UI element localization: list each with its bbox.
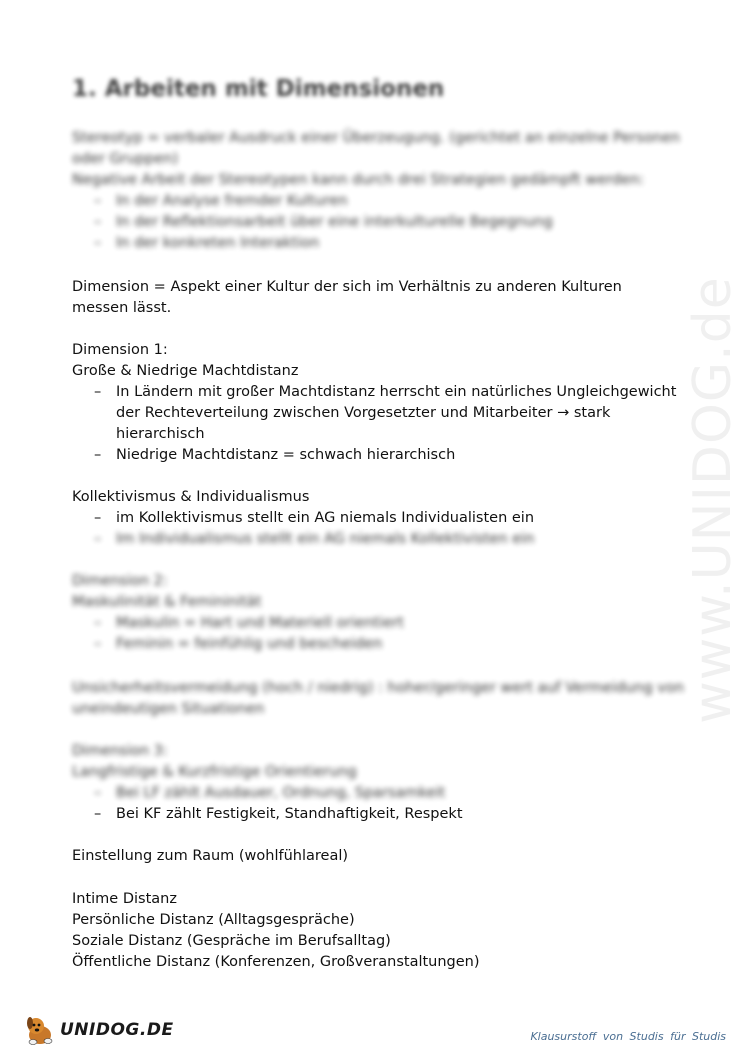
dimension3-section <box>72 741 682 825</box>
logo-text: UNIDOG.DE <box>60 1020 174 1040</box>
dimension1-heading: Dimension 1: <box>72 342 168 358</box>
dimension2-bullet: – Maskulin = Hart und Materiell orientiert <box>94 615 404 631</box>
unsicherheit-section <box>72 678 682 720</box>
footer-text: Klausurstoff von Studis für Studis <box>530 1030 726 1043</box>
dimension3-subheading: Langfristige & Kurzfristige Orientierung <box>72 764 357 780</box>
raum-item: Persönliche Distanz (Alltagsgespräche) <box>72 912 355 928</box>
definition-text: Dimension = Aspekt einer Kultur der sich im Verhältnis zu anderen Kulturen messen lässt. <box>72 279 622 316</box>
raum-item: Intime Distanz <box>72 891 177 907</box>
intro-bullet: – In der Analyse fremder Kulturen <box>94 193 348 209</box>
dimension2-bullet: – Feminin = feinfühlig und bescheiden <box>94 636 383 652</box>
intro-line: Negative Arbeit der Stereotypen kann durch drei Strategien gedämpft werden: <box>72 172 645 188</box>
dimension1-bullet: – Niedrige Machtdistanz = schwach hierarchisch <box>94 447 456 463</box>
raum-item: Öffentliche Distanz (Konferenzen, Großveranstaltungen) <box>72 954 480 970</box>
raum-heading: Einstellung zum Raum (wohlfühlareal) <box>72 848 349 864</box>
intro-bullet: – In der konkreten Interaktion <box>94 235 320 251</box>
dimension3-heading: Dimension 3: <box>72 743 168 759</box>
kollektivismus-heading: Kollektivismus & Individualismus <box>72 489 310 505</box>
dimension3-bullet-blurred: – Bei LF zählt Ausdauer, Ordnung, Sparsamkeit <box>94 785 446 801</box>
page-title: 1. Arbeiten mit Dimensionen <box>72 76 445 102</box>
intro-bullet: – In der Reflektionsarbeit über eine interkulturelle Begegnung <box>94 214 553 230</box>
kollektivismus-section <box>72 487 682 550</box>
dimension3-bullet: – Bei KF zählt Festigkeit, Standhaftigkeit, Respekt <box>94 806 463 822</box>
raum-item: Soziale Distanz (Gespräche im Berufsalltag) <box>72 933 391 949</box>
unsicherheit-line: uneindeutigen Situationen <box>72 701 265 717</box>
dog-icon <box>24 1014 58 1046</box>
unidog-logo <box>24 1014 174 1046</box>
dimension1-section <box>72 340 682 466</box>
dimension-definition <box>72 277 682 319</box>
kollektivismus-bullet: – im Kollektivismus stellt ein AG niemals Individualisten ein <box>94 510 535 526</box>
dimension2-section <box>72 571 682 655</box>
intro-line: oder Gruppen) <box>72 151 179 167</box>
intro-section <box>72 128 682 254</box>
raum-list <box>72 889 682 973</box>
dimension2-heading: Dimension 2: <box>72 573 168 589</box>
watermark: www.UNIDOG.de <box>683 276 743 724</box>
dimension1-bullet: – In Ländern mit großer Machtdistanz herrscht ein natürliches Ungleichgewicht der Rechteverteilung zwischen Vorgesetzter und Mitarbeiter → stark hierarchisch <box>94 384 677 442</box>
unsicherheit-line: Unsicherheitsvermeidung (hoch / niedrig) : hoher/geringer wert auf Vermeidung von <box>72 680 684 696</box>
raum-section <box>72 846 682 867</box>
dimension1-subheading: Große & Niedrige Machtdistanz <box>72 363 299 379</box>
dimension2-subheading: Maskulinität & Femininität <box>72 594 262 610</box>
intro-line: Stereotyp = verbaler Ausdruck einer Überzeugung. (gerichtet an einzelne Personen <box>72 130 680 146</box>
kollektivismus-bullet-blurred: – Im Individualismus stellt ein AG niemals Kollektivisten ein <box>94 531 535 547</box>
